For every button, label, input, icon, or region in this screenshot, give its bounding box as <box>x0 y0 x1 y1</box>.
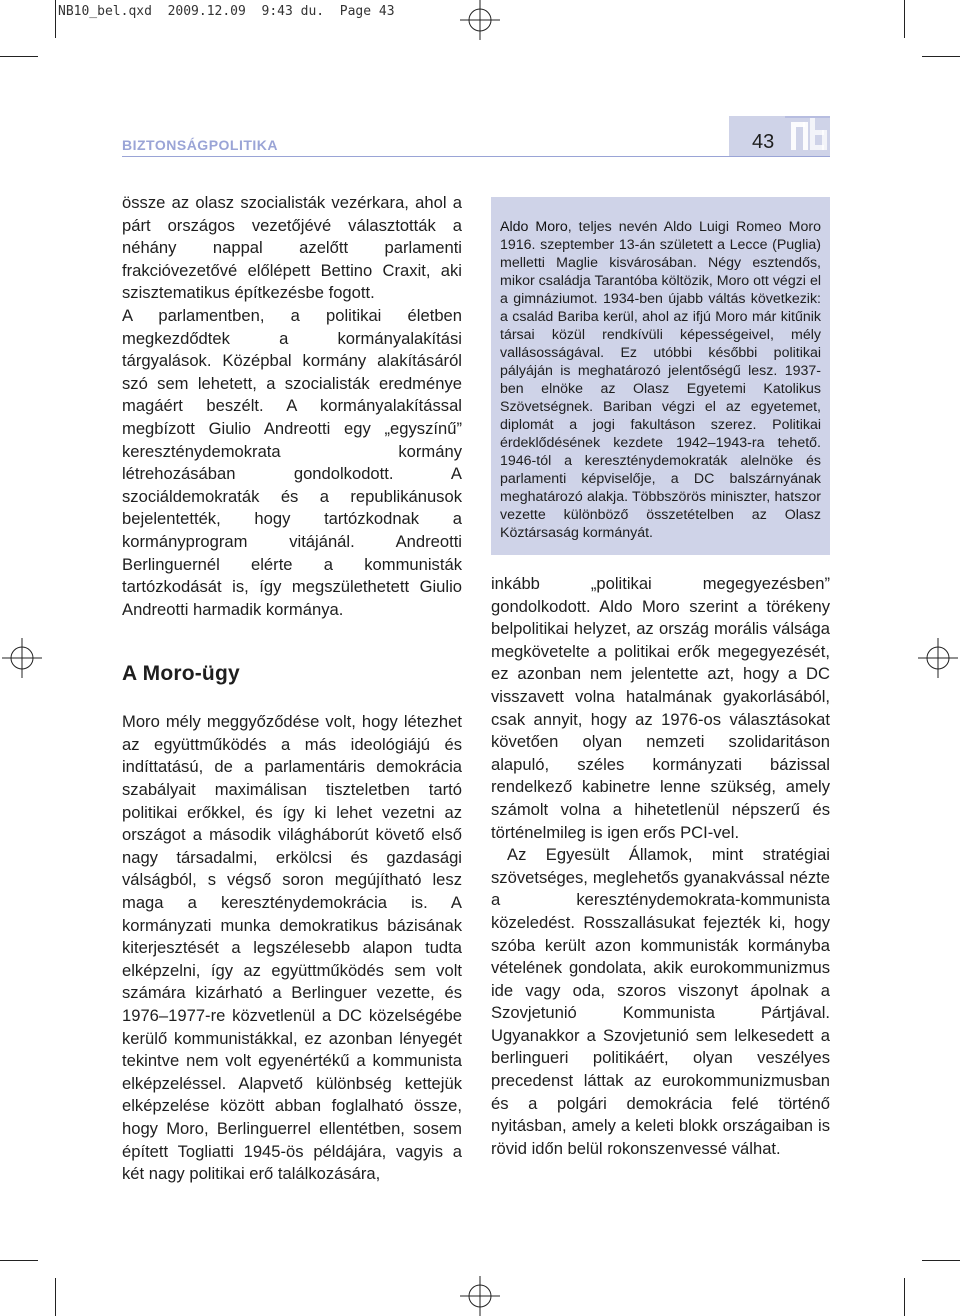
biography-sidebar <box>491 197 830 555</box>
nb-logo-icon <box>785 116 830 156</box>
right-column <box>491 573 830 1160</box>
crop-mark <box>904 0 905 38</box>
crop-mark <box>55 1278 56 1316</box>
registration-mark-icon <box>2 638 42 678</box>
crop-mark <box>904 1278 905 1316</box>
sidebar-text <box>500 218 821 542</box>
crop-mark <box>922 1260 960 1261</box>
paragraph: össze az olasz szocialisták vezérkara, ahol a párt országos vezetőjévé választották a néhány nappal azelőtt parlamenti frakcióvezetővé előlépett Bettino Craxit, aki szisztematikus építkezésbe fogott. <box>122 193 462 303</box>
left-column <box>122 192 462 1186</box>
section-header: BIZTONSÁGPOLITIKA <box>122 137 279 153</box>
crop-mark <box>0 1260 38 1261</box>
crop-mark <box>922 56 960 57</box>
paragraph: inkább „politikai megegyezésben” gondolkodott. Aldo Moro szerint a törékeny belpolitikai helyzet, az ország morális válsága megkövetelte a politikai erők megegyezését, ez azonban nem jelentette azt, hogy a DC visszavett volna hatalmának gyakorlásából, csak annyit, hogy az 1976-os választásokat követően olyan nemzeti szolidaritáson alapuló, széles kormányzati bázissal rendelkező kabinetre lenne szükség, amely számolt volna a hihetetlenül népszerű és történelmileg is igen erős PCI-vel. <box>491 574 830 842</box>
crop-mark <box>55 0 56 38</box>
sidebar-name: Aldo Moro <box>500 219 568 236</box>
registration-mark-icon <box>460 0 500 40</box>
sidebar-body: , teljes nevén Aldo Luigi Romeo Moro 1916. szeptember 13-án született a Lecce (Puglia) melletti Maglie kisvárosában. Négy esztendős, mikor családja Tarantóba költözik, Moro ott végzi el a gimnáziumot. 1934-ben újabb váltás következik: a család Bariba kerül, ahol az ifjú Moro már kitűnik társai közül rendkívüli képességeivel, mély vallásosságával. Ez utóbbi későbbi politikai pályáján is meghatározó jelentőségű lesz. 1937-ben elnöke az Olasz Egyetemi Katolikus Szövetségnek. Bariban végzi el az egyetemet, diplomát a jogi fakultáson szerez. Politikai érdeklődésének kezdete 1942–1943-ra tehető. 1946-tól a kereszténydemokraták alelnöke és parlamenti képviselője, a DC balszárnyának meghatározó alakja. Többszörös miniszter, hatszor vezette különböző összetételben az Olasz Köztársaság kormányát. <box>500 219 822 542</box>
crop-mark <box>0 56 38 57</box>
page-number: 43 <box>752 131 775 153</box>
paragraph: Az Egyesült Államok, mint stratégiai szövetséges, meglehetős gyanakvással nézte a kereszténydemokrata-kommunista közeledést. Rosszallásukat fejezték ki, hogy szóba került azon kommunisták kormányba vételének gondolata, akik eurokommunizmus ide vagy oda, szoros viszonyt ápolnak a Szovjetunió Kommunista Pártjával. Ugyanakkor a Szovjetunió sem lelkesedett a berlingueri politikáért, olyan veszélyes precedenst láttak az eurokommunizmusban és a polgári demokrácia felé történő nyitásban, amely a keleti blokk országaiban is rövid időn belül rokonszenvessé válhat. <box>491 845 830 1158</box>
paragraph: A parlamentben, a politikai életben megkezdődtek a kormányalakítási tárgyalások. Középbal kormány alakításáról szó sem lehetett, a szocialisták eredménye magáért beszélt. A kormányalakítással megbízott Giulio Andreotti egy „egyszínű” kereszténydemokrata kormány létrehozásában gondolkodott. A szociáldemokraták és a republikánusok bejelentették, hogy tartózkodnak a kormányprogram vitájánál. Andreotti Berlinguernél elérte a kommunisták tartózkodását is, így megszülethetett Giulio Andreotti harmadik kormánya. <box>122 305 462 619</box>
section-title: A Moro-ügy <box>122 662 240 686</box>
header-rule <box>122 156 830 157</box>
print-slug: NB10_bel.qxd 2009.12.09 9:43 du. Page 43 <box>58 4 395 19</box>
paragraph: Moro mély meggyőződése volt, hogy létezhet az együttműködés a más ideológiájú és indíttatású, de a parlamentáris demokrácia szabályait maximálisan tiszteletben tartó politikai erőkkel, és így ki lehet vezetni az országot a második világháborút követő első nagy társadalmi, erkölcsi és gazdasági válságból, s végső soron megújítható lesz maga a kereszténydemokrácia is. A kormányzati munka demokratikus bázisának kiterjesztését a legszélesebb alapon tudta elképzelni, így az együttműködés sem volt számára kizárható a Berlinguer vezette, és 1976–1977-re közvetlenül a DC közelségébe kerülő kommunistákkal, ez azonban lényegét tekintve nem volt egyenértékű a kommunista elképzeléssel. Alapvető különbség kettejük elképzelése között abban foglalható össze, hogy Moro, Berlinguerrel ellentétben, sosem épített Togliatti 1945-ös példájára, vagyis a két nagy politikai erő találkozására, <box>122 712 462 1184</box>
registration-mark-icon <box>460 1276 500 1316</box>
registration-mark-icon <box>918 638 958 678</box>
